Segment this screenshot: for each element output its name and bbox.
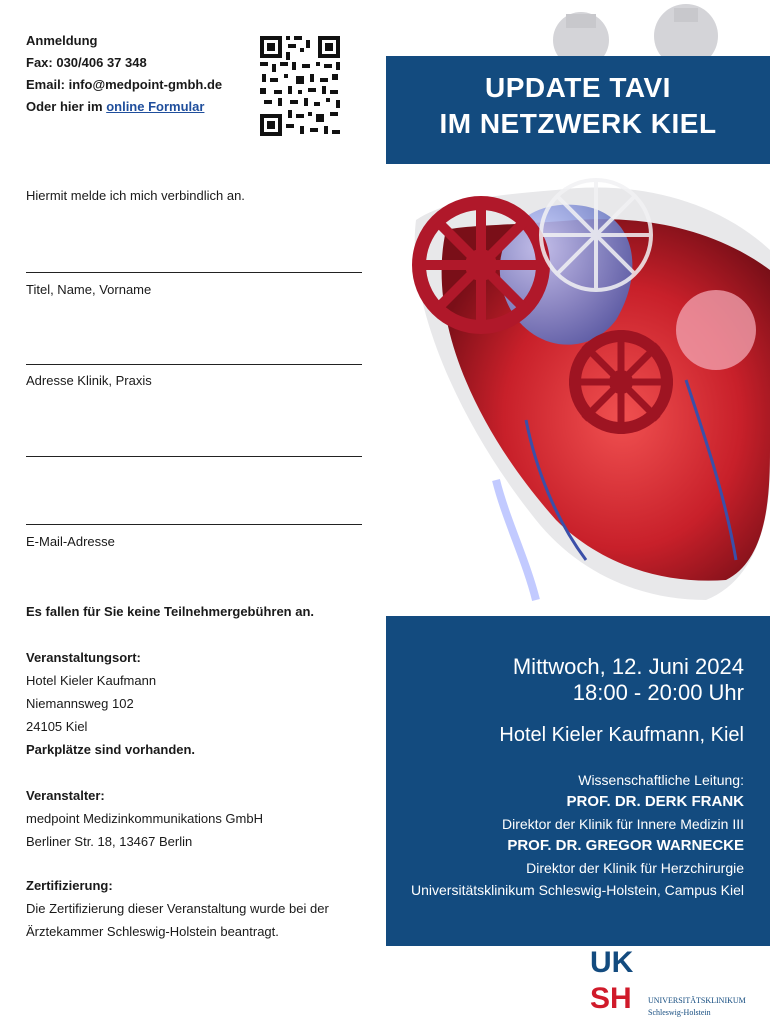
address-label: Adresse Klinik, Praxis [26,373,152,388]
registration-heading: Anmeldung [26,33,98,48]
logo-sh: SH [590,982,632,1015]
leadership-label: Wissenschaftliche Leitung: [578,772,744,788]
parking-note: Parkplätze sind vorhanden. [26,742,196,757]
cert-text-2: Ärztekammer Schleswig-Holstein beantragt. [26,924,279,939]
institution: Universitätsklinikum Schleswig-Holstein, Campus Kiel [411,882,744,898]
name-label: Titel, Name, Vorname [26,282,152,297]
white-gear-icon [541,180,651,290]
title-banner [386,56,770,164]
logo-text-1: UNIVERSITÄTSKLINIKUM [648,996,746,1005]
cert-heading: Zertifizierung: [26,878,113,893]
declaration-text: Hiermit melde ich mich verbindlich an. [26,188,245,203]
online-prefix: Oder hier im [26,99,107,114]
logo-uk: UK [590,946,634,979]
organizer-heading: Veranstalter: [26,788,105,803]
fax-number: Fax: 030/406 37 348 [26,55,147,70]
uksh-logo [586,948,770,1024]
address-input-line-2[interactable] [26,456,362,457]
event-date: Mittwoch, 12. Juni 2024 [512,654,744,679]
email-input-line[interactable] [26,524,362,525]
cert-text-1: Die Zertifizierung dieser Veranstaltung wurde bei der [26,901,329,916]
logo-text-2: Schleswig-Holstein [648,1008,711,1017]
venue-street: Niemannsweg 102 [26,696,134,711]
organizer-block [26,784,263,853]
pink-gear-icon [676,290,756,370]
title-line-1: UPDATE TAVI [485,72,671,103]
certification-block [26,874,329,943]
address-input-line[interactable] [26,364,362,365]
prof-1-role: Direktor der Klinik für Innere Medizin III [502,816,744,832]
venue-city: 24105 Kiel [26,719,88,734]
venue-heading: Veranstaltungsort: [26,650,141,665]
qr-code[interactable] [258,34,342,138]
online-form-link[interactable]: online Formular [106,99,205,114]
event-location: Hotel Kieler Kaufmann, Kiel [499,724,744,746]
leadership-block [396,769,744,901]
event-info-panel [386,616,770,946]
venue-block [26,646,195,761]
title-line-2: IM NETZWERK KIEL [439,108,717,139]
prof-2-role: Direktor der Klinik für Herzchirurgie [526,860,744,876]
fee-note: Es fallen für Sie keine Teilnehmergebühren an. [26,604,315,619]
prof-1-name: PROF. DR. DERK FRANK [566,793,744,810]
email-address: Email: info@medpoint-gmbh.de [26,77,223,92]
organizer-address: Berliner Str. 18, 13467 Berlin [26,834,193,849]
online-form-line [26,96,256,118]
event-time: 18:00 - 20:00 Uhr [572,680,744,705]
venue-name: Hotel Kieler Kaufmann [26,673,157,688]
email-label: E-Mail-Adresse [26,534,115,549]
registration-block [26,30,256,118]
organizer-name: medpoint Medizinkommunikations GmbH [26,811,263,826]
name-input-line[interactable] [26,272,362,273]
prof-2-name: PROF. DR. GREGOR WARNECKE [507,837,744,854]
